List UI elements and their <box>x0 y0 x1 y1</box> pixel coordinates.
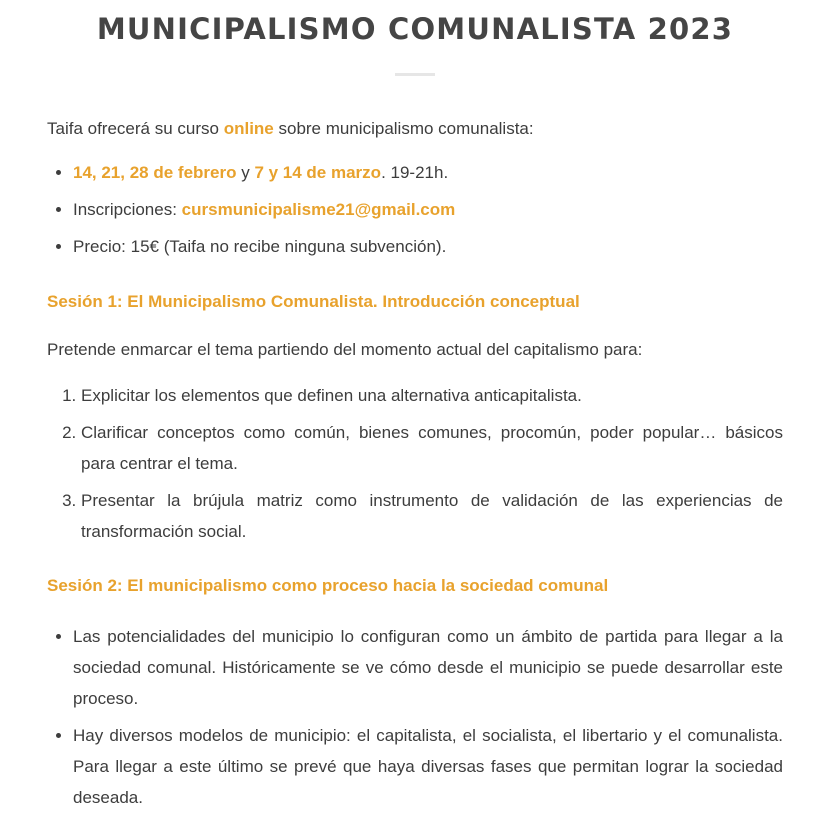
list-item: • Hay diversos modelos de municipio: el capitalista, el socialista, el libertario y el comunalista. Para llegar a este último se prevé que haya diversas fases que permitan lograr la sociedad deseada. <box>73 720 783 813</box>
registration-label: Inscripciones: <box>73 200 182 219</box>
dates-february: 14, 21, 28 de febrero <box>73 163 237 182</box>
dates-schedule: . 19-21h. <box>381 163 449 182</box>
list-item: 1. Explicitar los elementos que definen una alternativa anticapitalista. <box>81 380 783 411</box>
session-2-list <box>47 621 783 813</box>
page-title: MUNICIPALISMO COMUNALISTA 2023 <box>96 12 734 46</box>
intro-text-after: sobre municipalismo comunalista: <box>273 119 534 138</box>
list-item: 2. Clarificar conceptos como común, bienes comunes, procomún, poder popular… básicos para centrar el tema. <box>81 417 783 479</box>
list-item: • Las potencialidades del municipio lo configuran como un ámbito de partida para llegar a la sociedad comunal. Históricamente se ve cómo desde el municipio se puede desarrollar este proceso. <box>73 621 783 714</box>
course-info-list <box>47 157 783 262</box>
course-dates-item <box>73 157 783 188</box>
registration-email-link[interactable]: cursmunicipalisme21@gmail.com <box>181 200 456 219</box>
intro-text-before: Taifa ofrecerá su curso <box>47 119 224 138</box>
dates-march: 7 y 14 de marzo <box>254 163 382 182</box>
list-item: 3. Presentar la brújula matriz como instrumento de validación de las experiencias de transformación social. <box>81 485 783 547</box>
session-1-description: Pretende enmarcar el tema partiendo del momento actual del capitalismo para: <box>47 340 643 359</box>
dates-join: y <box>236 163 255 182</box>
price-item: • Precio: 15€ (Taifa no recibe ninguna subvención). <box>73 231 783 262</box>
session-1-heading: Sesión 1: El Municipalismo Comunalista. Introducción conceptual <box>47 292 580 311</box>
intro-online-highlight: online <box>223 119 274 138</box>
intro-paragraph <box>47 113 783 144</box>
session-1-list <box>47 380 783 547</box>
registration-item <box>73 194 783 225</box>
session-2-heading: Sesión 2: El municipalismo como proceso hacia la sociedad comunal <box>47 576 609 595</box>
title-divider <box>395 73 435 76</box>
